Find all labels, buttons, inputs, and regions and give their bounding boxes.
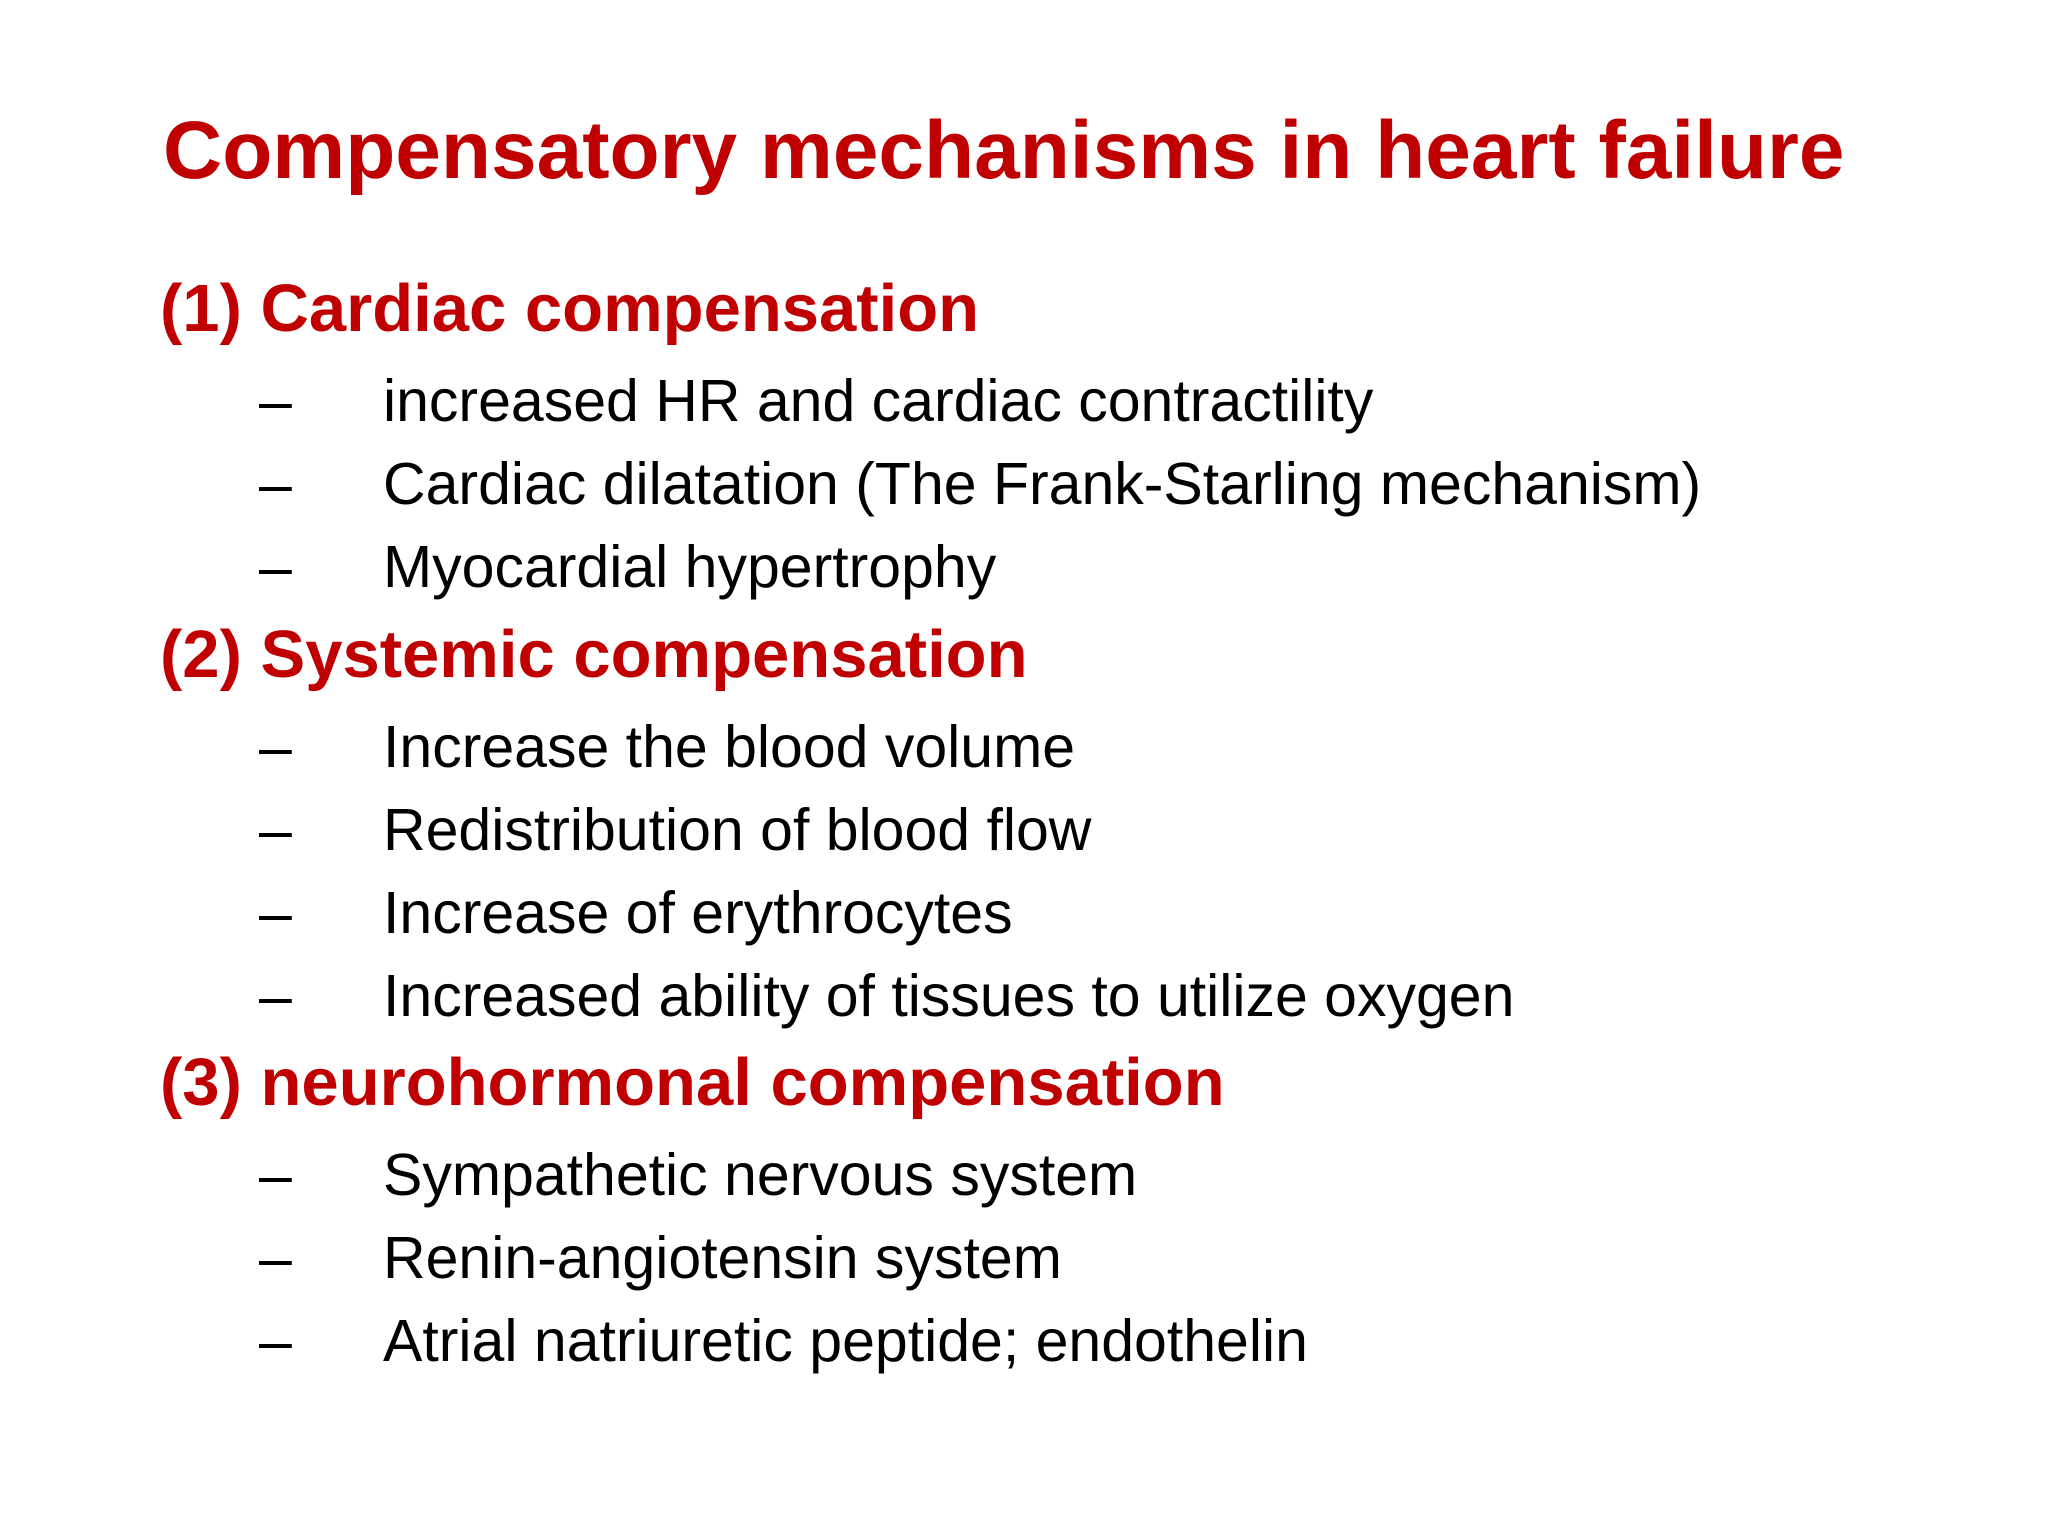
bullet-dash: – [259,534,292,600]
bullet-dash: – [259,1308,292,1374]
bullet-dash: – [259,880,292,946]
list-item-text: increased HR and cardiac contractility [383,368,1374,434]
section-heading-neurohormonal: (3) neurohormonal compensation [160,1045,1225,1120]
slide-title: Compensatory mechanisms in heart failure [163,105,1845,196]
list-item-text: Renin-angiotensin system [383,1225,1062,1291]
bullet-dash: – [259,963,292,1029]
list-item-text: Sympathetic nervous system [383,1142,1138,1208]
bullet-dash: – [259,1225,292,1291]
list-item-text: Increased ability of tissues to utilize oxygen [383,963,1515,1029]
list-item-text: Redistribution of blood flow [383,797,1092,863]
list-item-text: Atrial natriuretic peptide; endothelin [383,1308,1308,1374]
section-heading-cardiac: (1) Cardiac compensation [160,271,980,346]
bullet-dash: – [259,1142,292,1208]
list-item-text: Myocardial hypertrophy [383,534,997,600]
bullet-dash: – [259,368,292,434]
list-item-text: Increase of erythrocytes [383,880,1013,946]
section-heading-systemic: (2) Systemic compensation [160,617,1028,692]
bullet-dash: – [259,797,292,863]
bullet-dash: – [259,714,292,780]
list-item-text: Increase the blood volume [383,714,1076,780]
list-item-text: Cardiac dilatation (The Frank-Starling mechanism) [383,451,1702,517]
bullet-dash: – [259,451,292,517]
